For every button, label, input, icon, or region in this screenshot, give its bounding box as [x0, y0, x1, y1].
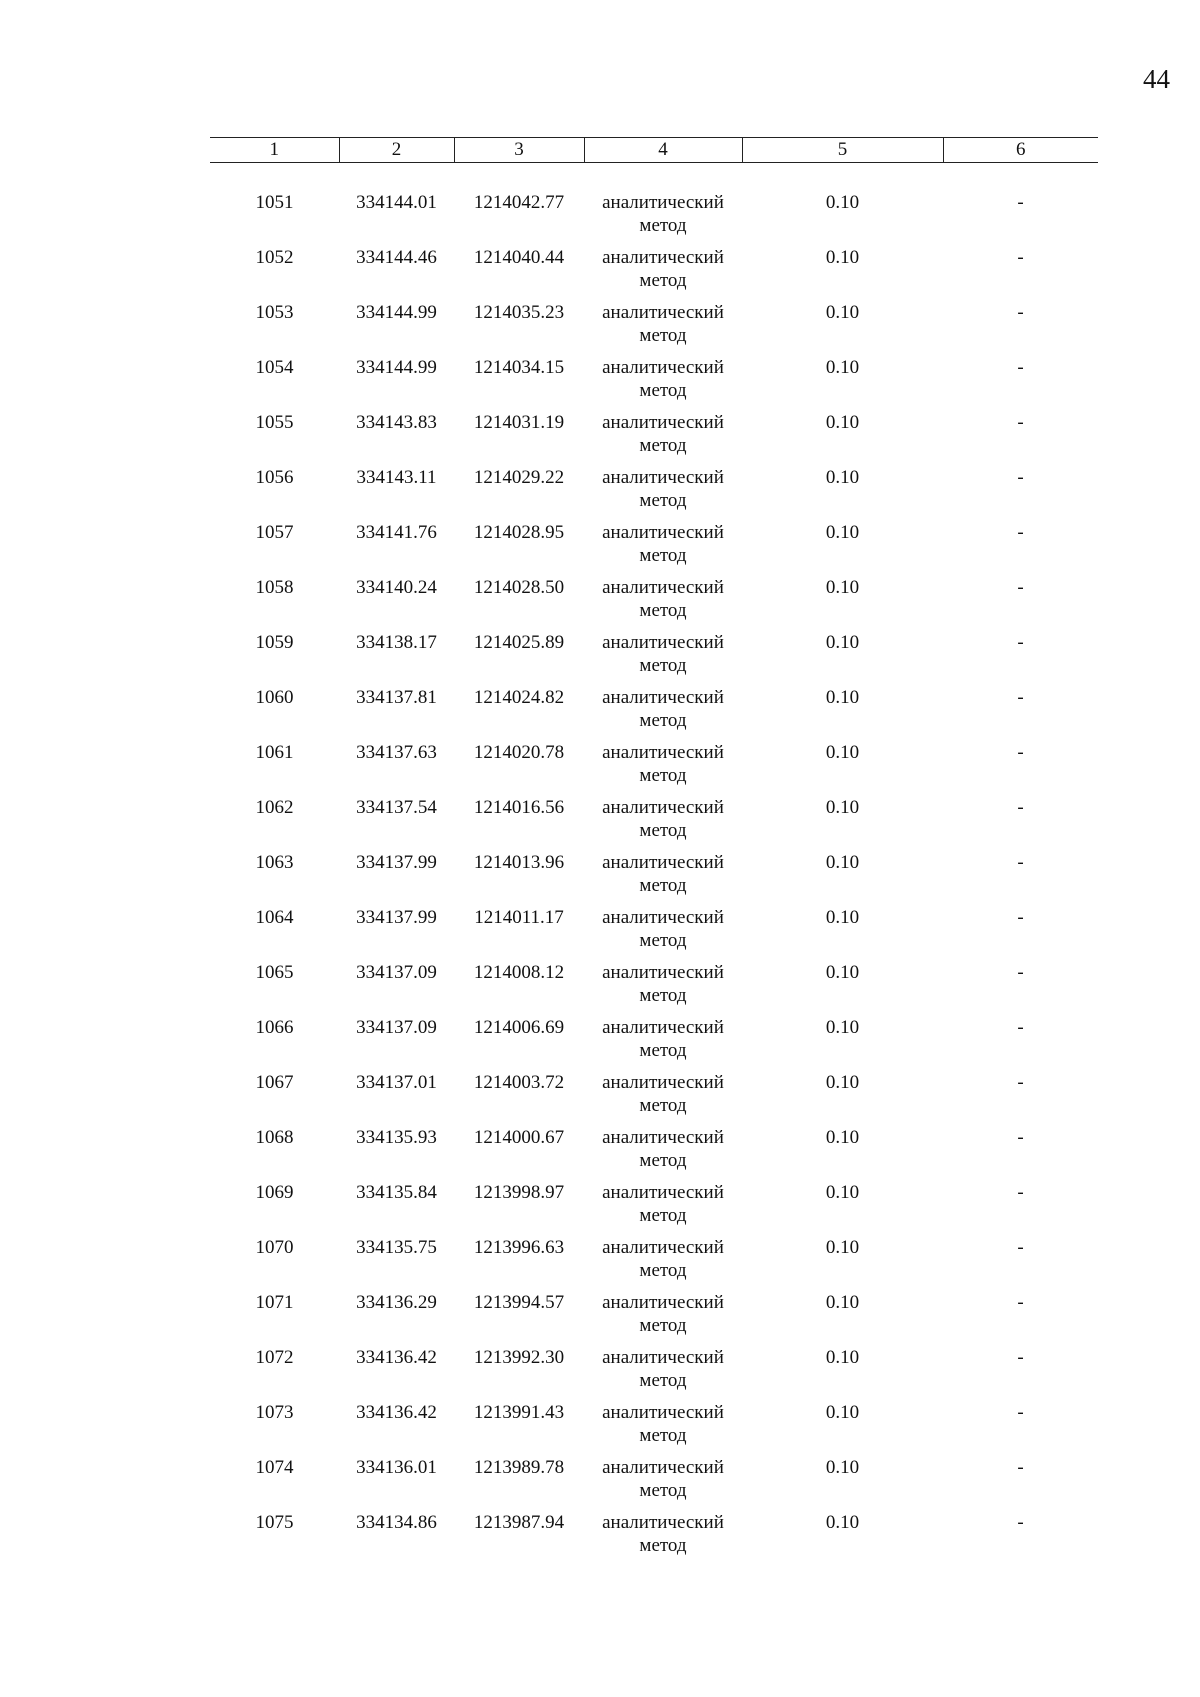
table-row [210, 356, 1098, 411]
x-coordinate-cell: 334136.29 [356, 1292, 437, 1313]
note-cell: - [1017, 1237, 1024, 1258]
y-coordinate-cell: 1214031.19 [473, 412, 565, 433]
method-cell [584, 906, 742, 961]
note-cell: - [1017, 742, 1024, 763]
table-row [210, 466, 1098, 521]
y-coordinate-cell: 1214024.82 [473, 687, 565, 708]
y-coordinate-cell: 1214020.78 [473, 742, 565, 763]
method-cell [584, 741, 742, 796]
method-line-1: аналитический [602, 192, 724, 213]
accuracy-cell: 0.10 [825, 1512, 860, 1533]
y-coordinate-cell: 1214028.50 [473, 577, 565, 598]
point-number-cell: 1065 [255, 962, 294, 983]
method-line-1: аналитический [602, 797, 724, 818]
point-number-cell: 1059 [255, 632, 294, 653]
method-line-2: метод [639, 1095, 687, 1116]
y-coordinate-cell: 1214011.17 [474, 907, 564, 928]
note-cell: - [1017, 467, 1024, 488]
accuracy-cell: 0.10 [825, 357, 860, 378]
table-row [210, 1291, 1098, 1346]
note-cell: - [1017, 1402, 1024, 1423]
y-coordinate-cell: 1214008.12 [473, 962, 565, 983]
method-cell [584, 163, 742, 247]
method-line-2: метод [639, 1040, 687, 1061]
accuracy-cell: 0.10 [825, 907, 860, 928]
accuracy-cell: 0.10 [825, 1182, 860, 1203]
page-number: 44 [1143, 64, 1170, 94]
note-cell: - [1017, 687, 1024, 708]
accuracy-cell: 0.10 [825, 1072, 860, 1093]
method-line-2: метод [639, 215, 687, 236]
method-cell [584, 1456, 742, 1511]
method-cell [584, 1291, 742, 1346]
point-number-cell: 1056 [255, 467, 294, 488]
x-coordinate-cell: 334140.24 [356, 577, 437, 598]
point-number-cell: 1053 [255, 302, 294, 323]
table-row [210, 851, 1098, 906]
x-coordinate-cell: 334141.76 [356, 522, 437, 543]
point-number-cell: 1072 [255, 1347, 294, 1368]
table-row [210, 301, 1098, 356]
method-cell [584, 1401, 742, 1456]
note-cell: - [1017, 357, 1024, 378]
method-line-2: метод [639, 600, 687, 621]
y-coordinate-cell: 1214013.96 [473, 852, 565, 873]
method-line-1: аналитический [602, 962, 724, 983]
method-line-1: аналитический [602, 1457, 724, 1478]
y-coordinate-cell: 1214040.44 [473, 247, 565, 268]
note-cell: - [1017, 1182, 1024, 1203]
method-cell [584, 1346, 742, 1401]
method-line-2: метод [639, 1370, 687, 1391]
method-line-2: метод [639, 545, 687, 566]
table-row [210, 1126, 1098, 1181]
note-cell: - [1017, 412, 1024, 433]
table-header [210, 138, 1098, 163]
table-row [210, 1511, 1098, 1566]
table-row [210, 686, 1098, 741]
method-cell [584, 961, 742, 1016]
method-line-1: аналитический [602, 1347, 724, 1368]
accuracy-cell: 0.10 [825, 632, 860, 653]
method-line-2: метод [639, 1205, 687, 1226]
method-line-1: аналитический [602, 632, 724, 653]
table-row [210, 796, 1098, 851]
y-coordinate-cell: 1214042.77 [473, 192, 565, 213]
method-cell [584, 1126, 742, 1181]
method-cell [584, 1511, 742, 1566]
method-cell [584, 631, 742, 686]
method-line-2: метод [639, 1535, 687, 1556]
x-coordinate-cell: 334144.99 [356, 357, 437, 378]
method-cell [584, 576, 742, 631]
x-coordinate-cell: 334135.75 [356, 1237, 437, 1258]
accuracy-cell: 0.10 [825, 1127, 860, 1148]
x-coordinate-cell: 334143.83 [356, 412, 437, 433]
method-cell [584, 466, 742, 521]
point-number-cell: 1064 [255, 907, 294, 928]
accuracy-cell: 0.10 [825, 1347, 860, 1368]
note-cell: - [1017, 577, 1024, 598]
method-line-1: аналитический [602, 247, 724, 268]
note-cell: - [1017, 797, 1024, 818]
method-line-1: аналитический [602, 1017, 724, 1038]
accuracy-cell: 0.10 [825, 1237, 860, 1258]
note-cell: - [1017, 1292, 1024, 1313]
table-row [210, 1016, 1098, 1071]
accuracy-cell: 0.10 [825, 247, 860, 268]
header-row [210, 138, 1098, 163]
point-number-cell: 1060 [255, 687, 294, 708]
x-coordinate-cell: 334138.17 [356, 632, 437, 653]
y-coordinate-cell: 1213996.63 [473, 1237, 565, 1258]
method-cell [584, 1181, 742, 1236]
y-coordinate-cell: 1214003.72 [473, 1072, 565, 1093]
x-coordinate-cell: 334144.46 [356, 247, 437, 268]
y-coordinate-cell: 1214035.23 [473, 302, 565, 323]
note-cell: - [1017, 1457, 1024, 1478]
table-row [210, 1346, 1098, 1401]
note-cell: - [1017, 192, 1024, 213]
note-cell: - [1017, 632, 1024, 653]
accuracy-cell: 0.10 [825, 1402, 860, 1423]
x-coordinate-cell: 334137.81 [356, 687, 437, 708]
point-number-cell: 1051 [255, 192, 294, 213]
point-number-cell: 1074 [255, 1457, 294, 1478]
method-line-1: аналитический [602, 687, 724, 708]
x-coordinate-cell: 334137.09 [356, 962, 437, 983]
y-coordinate-cell: 1214000.67 [473, 1127, 565, 1148]
point-number-cell: 1052 [255, 247, 294, 268]
table-row [210, 1181, 1098, 1236]
accuracy-cell: 0.10 [825, 852, 860, 873]
y-coordinate-cell: 1214028.95 [473, 522, 565, 543]
note-cell: - [1017, 1017, 1024, 1038]
y-coordinate-cell: 1214025.89 [473, 632, 565, 653]
method-line-2: метод [639, 1150, 687, 1171]
method-line-2: метод [639, 1480, 687, 1501]
method-cell [584, 851, 742, 906]
note-cell: - [1017, 852, 1024, 873]
table-row [210, 163, 1098, 247]
table-row [210, 906, 1098, 961]
point-number-cell: 1068 [255, 1127, 294, 1148]
note-cell: - [1017, 302, 1024, 323]
method-line-2: метод [639, 820, 687, 841]
method-line-1: аналитический [602, 742, 724, 763]
method-line-2: метод [639, 930, 687, 951]
x-coordinate-cell: 334137.99 [356, 852, 437, 873]
accuracy-cell: 0.10 [825, 1017, 860, 1038]
x-coordinate-cell: 334136.01 [356, 1457, 437, 1478]
column-header-3: 3 [454, 138, 584, 163]
table-row [210, 631, 1098, 686]
x-coordinate-cell: 334136.42 [356, 1347, 437, 1368]
column-header-6: 6 [943, 138, 1098, 163]
method-line-1: аналитический [602, 1237, 724, 1258]
y-coordinate-cell: 1213998.97 [473, 1182, 565, 1203]
method-cell [584, 521, 742, 576]
note-cell: - [1017, 1347, 1024, 1368]
column-header-5: 5 [742, 138, 943, 163]
method-line-1: аналитический [602, 467, 724, 488]
note-cell: - [1017, 1512, 1024, 1533]
point-number-cell: 1054 [255, 357, 294, 378]
point-number-cell: 1075 [255, 1512, 294, 1533]
method-line-2: метод [639, 655, 687, 676]
method-cell [584, 796, 742, 851]
note-cell: - [1017, 522, 1024, 543]
method-line-1: аналитический [602, 1292, 724, 1313]
y-coordinate-cell: 1213991.43 [473, 1402, 565, 1423]
method-line-1: аналитический [602, 357, 724, 378]
x-coordinate-cell: 334143.11 [356, 467, 437, 488]
method-line-1: аналитический [602, 1127, 724, 1148]
method-line-2: метод [639, 325, 687, 346]
method-line-2: метод [639, 1425, 687, 1446]
accuracy-cell: 0.10 [825, 467, 860, 488]
point-number-cell: 1063 [255, 852, 294, 873]
point-number-cell: 1067 [255, 1072, 294, 1093]
table-row [210, 1236, 1098, 1291]
x-coordinate-cell: 334137.01 [356, 1072, 437, 1093]
method-cell [584, 1236, 742, 1291]
point-number-cell: 1066 [255, 1017, 294, 1038]
method-line-2: метод [639, 1260, 687, 1281]
x-coordinate-cell: 334137.63 [356, 742, 437, 763]
method-cell [584, 686, 742, 741]
method-cell [584, 246, 742, 301]
method-line-1: аналитический [602, 1512, 724, 1533]
method-cell [584, 356, 742, 411]
table-row [210, 1401, 1098, 1456]
coordinates-table-container [210, 137, 1098, 1566]
table-row [210, 1071, 1098, 1126]
method-line-1: аналитический [602, 852, 724, 873]
y-coordinate-cell: 1213987.94 [473, 1512, 565, 1533]
x-coordinate-cell: 334137.54 [356, 797, 437, 818]
method-line-2: метод [639, 380, 687, 401]
y-coordinate-cell: 1213994.57 [473, 1292, 565, 1313]
method-line-2: метод [639, 490, 687, 511]
note-cell: - [1017, 1072, 1024, 1093]
method-line-1: аналитический [602, 1182, 724, 1203]
table-row [210, 1456, 1098, 1511]
y-coordinate-cell: 1214029.22 [473, 467, 565, 488]
y-coordinate-cell: 1213992.30 [473, 1347, 565, 1368]
method-line-2: метод [639, 710, 687, 731]
column-header-4: 4 [584, 138, 742, 163]
x-coordinate-cell: 334137.09 [356, 1017, 437, 1038]
accuracy-cell: 0.10 [825, 302, 860, 323]
point-number-cell: 1069 [255, 1182, 294, 1203]
column-header-1: 1 [210, 138, 339, 163]
x-coordinate-cell: 334137.99 [356, 907, 437, 928]
point-number-cell: 1058 [255, 577, 294, 598]
method-line-2: метод [639, 765, 687, 786]
method-line-1: аналитический [602, 907, 724, 928]
note-cell: - [1017, 247, 1024, 268]
point-number-cell: 1055 [255, 412, 294, 433]
point-number-cell: 1057 [255, 522, 294, 543]
method-cell [584, 1016, 742, 1071]
x-coordinate-cell: 334136.42 [356, 1402, 437, 1423]
table-row [210, 961, 1098, 1016]
coordinates-table [210, 137, 1098, 1566]
method-cell [584, 301, 742, 356]
method-line-1: аналитический [602, 1402, 724, 1423]
point-number-cell: 1062 [255, 797, 294, 818]
method-line-1: аналитический [602, 577, 724, 598]
table-row [210, 411, 1098, 466]
y-coordinate-cell: 1214034.15 [473, 357, 565, 378]
table-row [210, 741, 1098, 796]
method-cell [584, 1071, 742, 1126]
method-line-2: метод [639, 985, 687, 1006]
x-coordinate-cell: 334135.84 [356, 1182, 437, 1203]
method-line-2: метод [639, 270, 687, 291]
method-line-1: аналитический [602, 302, 724, 323]
method-line-2: метод [639, 1315, 687, 1336]
point-number-cell: 1070 [255, 1237, 294, 1258]
accuracy-cell: 0.10 [825, 797, 860, 818]
table-row [210, 576, 1098, 631]
x-coordinate-cell: 334135.93 [356, 1127, 437, 1148]
y-coordinate-cell: 1213989.78 [473, 1457, 565, 1478]
table-body [210, 163, 1098, 1567]
y-coordinate-cell: 1214006.69 [473, 1017, 565, 1038]
accuracy-cell: 0.10 [825, 192, 860, 213]
point-number-cell: 1061 [255, 742, 294, 763]
table-row [210, 521, 1098, 576]
accuracy-cell: 0.10 [825, 687, 860, 708]
method-line-1: аналитический [602, 1072, 724, 1093]
column-header-2: 2 [339, 138, 454, 163]
note-cell: - [1017, 962, 1024, 983]
accuracy-cell: 0.10 [825, 962, 860, 983]
accuracy-cell: 0.10 [825, 742, 860, 763]
x-coordinate-cell: 334144.01 [356, 192, 437, 213]
accuracy-cell: 0.10 [825, 522, 860, 543]
point-number-cell: 1073 [255, 1402, 294, 1423]
x-coordinate-cell: 334134.86 [356, 1512, 437, 1533]
x-coordinate-cell: 334144.99 [356, 302, 437, 323]
method-line-1: аналитический [602, 522, 724, 543]
method-line-1: аналитический [602, 412, 724, 433]
point-number-cell: 1071 [255, 1292, 294, 1313]
accuracy-cell: 0.10 [825, 1457, 860, 1478]
table-row [210, 246, 1098, 301]
note-cell: - [1017, 1127, 1024, 1148]
accuracy-cell: 0.10 [825, 577, 860, 598]
accuracy-cell: 0.10 [825, 412, 860, 433]
accuracy-cell: 0.10 [825, 1292, 860, 1313]
method-line-2: метод [639, 875, 687, 896]
method-line-2: метод [639, 435, 687, 456]
note-cell: - [1017, 907, 1024, 928]
method-cell [584, 411, 742, 466]
y-coordinate-cell: 1214016.56 [473, 797, 565, 818]
